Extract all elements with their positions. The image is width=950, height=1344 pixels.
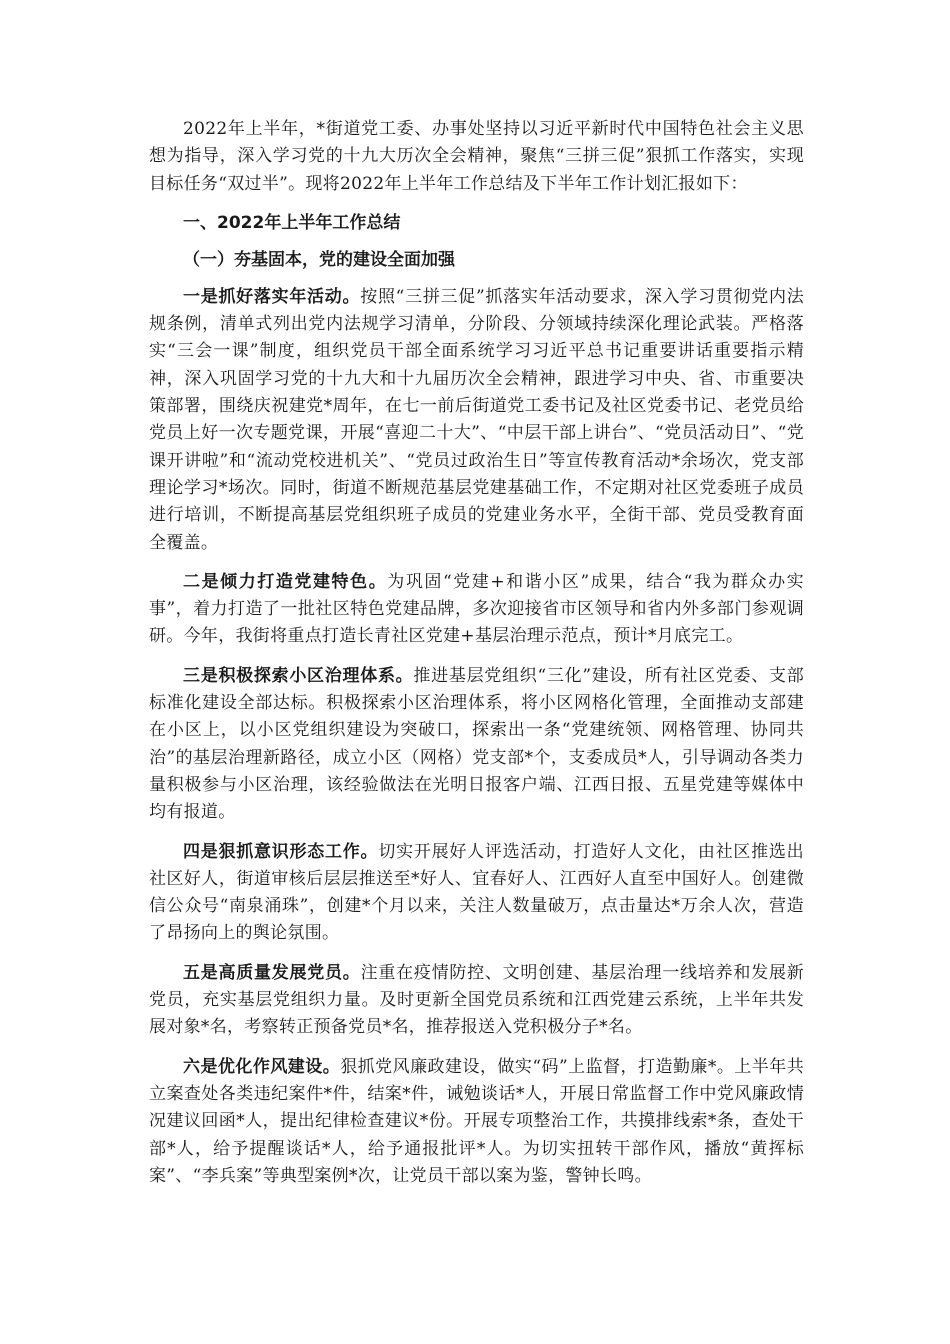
item-paragraph-3 (149, 663, 804, 827)
item-paragraph-4 (149, 839, 804, 948)
intro-paragraph: 2022年上半年，*街道党工委、办事处坚持以习近平新时代中国特色社会主义思想为指导，深入学习党的十九大历次全会精神，聚焦“三拼三促”狠抓工作落实，实现目标任务“双过半”。现将2022年上半年工作总结及下半年工作计划汇报如下： (149, 119, 804, 194)
item-body: 推进基层党组织“三化”建设，所有社区党委、支部标准化建设全部达标。积极探索小区治理体系，将小区网格化管理，全面推动支部建在小区上，以小区党组织建设为突破口，探索出一条“党建统领、网格管理、协同共治”的基层治理新路径，成立小区（网格）党支部*个，支委成员*人，引导调动各类力量积极参与小区治理，该经验做法在光明日报客户端、江西日报、五星党建等媒体中均有报道。 (149, 665, 804, 823)
item-paragraph-5 (149, 960, 804, 1042)
item-lead: 四是狠抓意识形态工作。 (183, 841, 379, 862)
item-body: 狠抓党风廉政建设，做实“码”上监督，打造勤廉*。上半年共立案查处各类违纪案件*件，结案*件，诫勉谈话*人，开展日常监督工作中党风廉政情况建议回函*人，提出纪律检查建议*份。开展专项整治工作，共摸排线索*条，查处干部*人，给予提醒谈话*人，给予通报批评*人。为切实扭转干部作风，播放“黄挥标案”、“李兵案”等典型案例*次，让党员干部以案为鉴，警钟长鸣。 (149, 1056, 805, 1186)
item-lead: 一是抓好落实年活动。 (183, 286, 361, 307)
item-lead: 六是优化作风建设。 (183, 1056, 341, 1077)
item-body: 按照“三拼三促”抓落实年活动要求，深入学习贯彻党内法规条例，清单式列出党内法规学习清单，分阶段、分领域持续深化理论武装。严格落实“三会一课”制度，组织党员干部全面系统学习习近平总书记重要讲话重要指示精神，深入巩固学习党的十九大和十九届历次全会精神，跟进学习中央、省、市重要决策部署，围绕庆祝建党*周年，在七一前后街道党工委书记及社区党委书记、老党员给党员上好一次专题党课，开展“喜迎二十大”、“中层干部上讲台”、“党员活动日”、“党课开讲啦”和“流动党校进机关”、“党员过政治生日”等宣传教育活动*余场次，党支部理论学习*场次。同时，街道不断规范基层党建基础工作，不定期对社区党委班子成员进行培训，不断提高基层党组织班子成员的党建业务水平，全街干部、党员受教育面全覆盖。 (149, 286, 804, 553)
section-heading: 一、2022年上半年工作总结 (183, 212, 401, 233)
item-lead: 三是积极探索小区治理体系。 (183, 665, 414, 686)
subsection-heading: （一）夯基固本，党的建设全面加强 (183, 249, 455, 270)
item-paragraph-2 (149, 569, 804, 651)
item-lead: 二是倾力打造党建特色。 (183, 571, 388, 592)
item-paragraph-1 (149, 284, 804, 557)
item-body: 切实开展好人评选活动，打造好人文化，由社区推选出社区好人，街道审核后层层推送至*好人、宜春好人、江西好人直至中国好人。创建微信公众号“南泉涌珠”，创建*个月以来，关注人数量破万，点击量达*万余人次，营造了昂扬向上的舆论氛围。 (149, 841, 804, 944)
item-body: 注重在疫情防控、文明创建、基层治理一线培养和发展新党员，充实基层党组织力量。及时更新全国党员系统和江西党建云系统，上半年共发展对象*名，考察转正预备党员*名，推荐报送入党积极分子*名。 (149, 962, 805, 1038)
item-paragraph-6 (149, 1054, 804, 1190)
item-body: 为巩固“党建+和谐小区”成果，结合“我为群众办实事”，着力打造了一批社区特色党建品牌，多次迎接省市区领导和省内外多部门参观调研。今年，我街将重点打造长青社区党建+基层治理示范点，预计*月底完工。 (149, 571, 804, 647)
document-page (149, 116, 804, 1202)
item-lead: 五是高质量发展党员。 (183, 962, 361, 983)
